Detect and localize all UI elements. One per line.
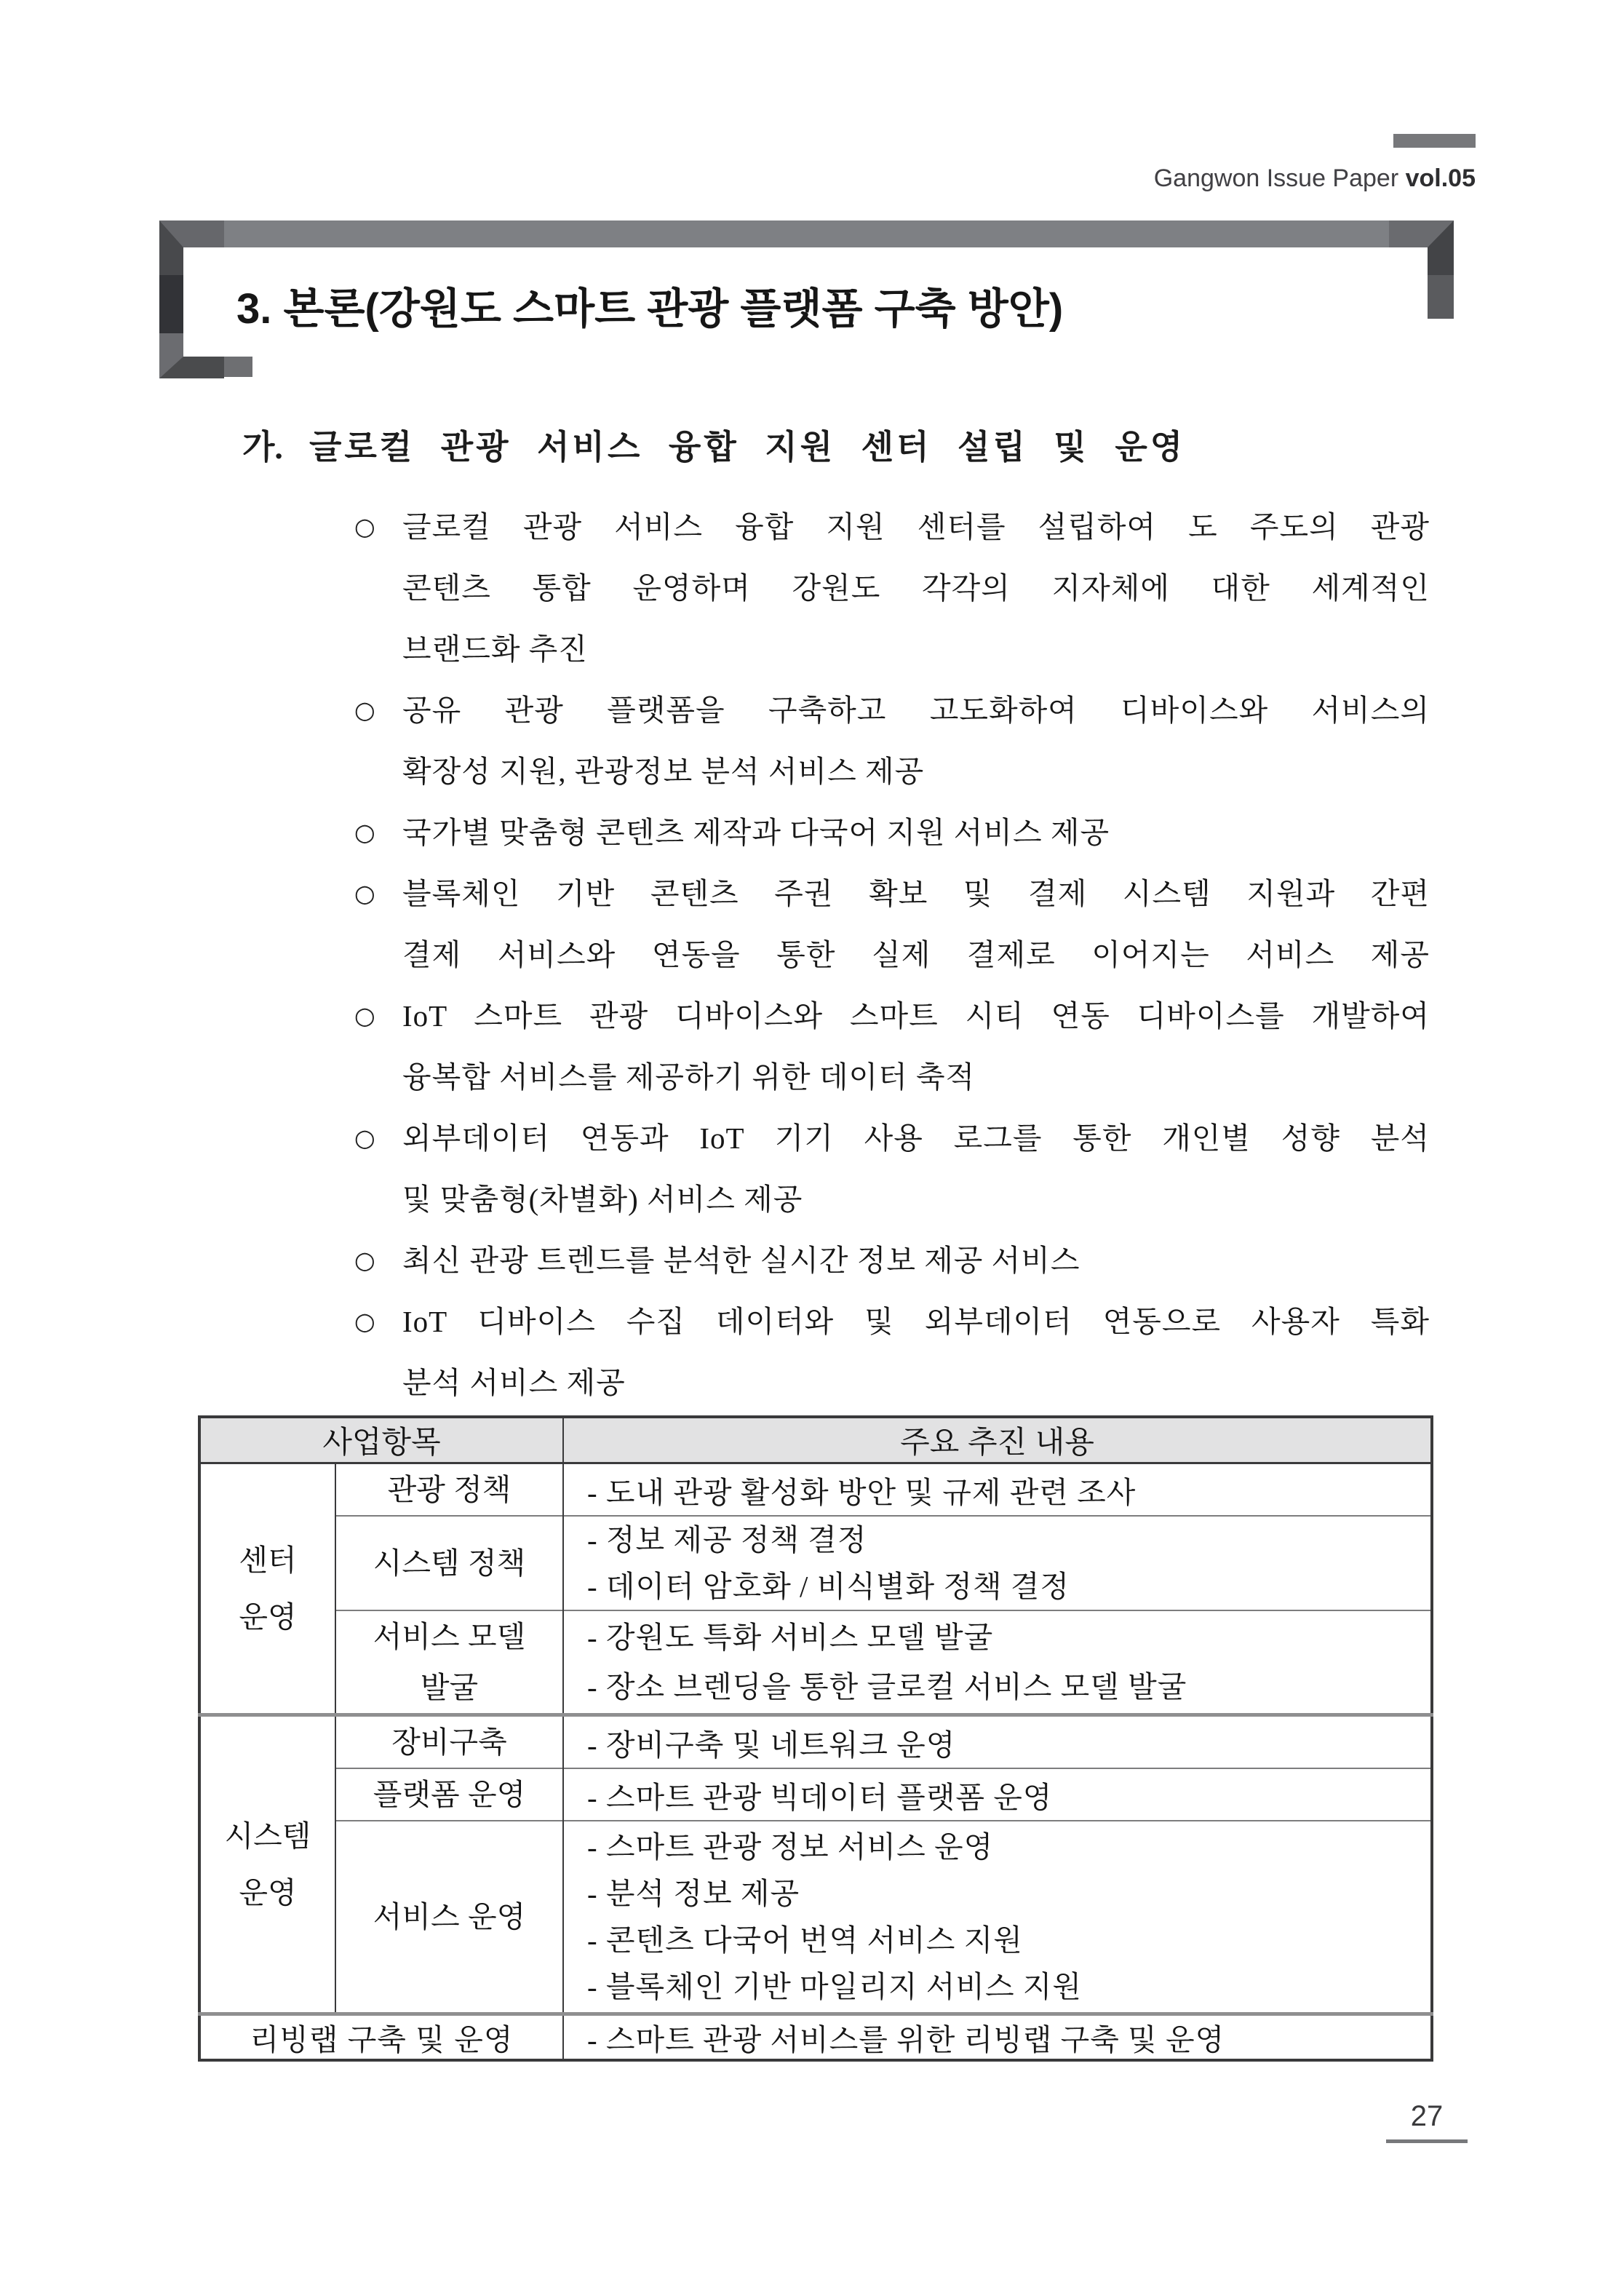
detail-cell: - 스마트 관광 정보 서비스 운영 - 분석 정보 제공 - 콘텐츠 다국어 번역 서비스 지원 - 블록체인 기반 마일리지 서비스 지원: [563, 1821, 1432, 2014]
running-header: [1019, 164, 1476, 193]
table-header-business: 사업항목: [199, 1417, 563, 1463]
detail-cell: - 스마트 관광 서비스를 위한 리빙랩 구축 및 운영: [563, 2014, 1432, 2060]
bullet-list: [354, 496, 1430, 1413]
circle-bullet-icon: ○: [354, 1124, 376, 1152]
group-cell-system-ops: 시스템 운영: [199, 1715, 335, 2014]
bullet-line: 확장성 지원, 관광정보 분석 서비스 제공: [402, 755, 925, 788]
business-table: [198, 1415, 1430, 2062]
circle-bullet-icon: ○: [354, 1001, 376, 1030]
bullet-line: ○ 국가별 맞춤형 콘텐츠 제작과 다국어 지원 서비스 제공: [402, 802, 1430, 863]
banner-right-column-segment-1: [1428, 247, 1454, 275]
page-number: 27: [1410, 2100, 1444, 2132]
banner-left-column-segment-2: [159, 275, 183, 333]
bullet-line: ○ IoT 디바이스 수집 데이터와 및 외부데이터 연동으로 사용자 특화: [402, 1291, 1430, 1352]
circle-bullet-icon: ○: [354, 696, 376, 724]
banner-top-bar: [224, 220, 1389, 247]
table-row: [199, 1821, 1432, 2014]
item-cell: 장비구축: [335, 1715, 563, 1769]
circle-bullet-icon: ○: [354, 512, 376, 541]
item-cell: 서비스 모델 발굴: [335, 1610, 563, 1715]
table-row: [199, 1768, 1432, 1821]
header-accent-bar: [1393, 134, 1476, 148]
item-cell: 서비스 운영: [335, 1821, 563, 2014]
bullet-line: ○ 글로컬 관광 서비스 융합 지원 센터를 설립하여 도 주도의 관광: [402, 496, 1430, 557]
table-row: [199, 1610, 1432, 1715]
bullet-line: ○ 블록체인 기반 콘텐츠 주권 확보 및 결제 시스템 지원과 간편: [402, 863, 1430, 924]
table-row: [199, 1463, 1432, 1517]
circle-bullet-icon: ○: [354, 818, 376, 846]
item-cell: 관광 정책: [335, 1463, 563, 1517]
bullet-line: 결제 서비스와 연동을 통한 실제 결제로 이어지는 서비스 제공: [402, 938, 1430, 971]
bullet-line: 및 맞춤형(차별화) 서비스 제공: [402, 1183, 803, 1216]
chapter-title: 3. 본론(강원도 스마트 관광 플랫폼 구축 방안): [236, 285, 1064, 333]
table-header-content: 주요 추진 내용: [563, 1417, 1432, 1463]
banner-left-foot-extension: [224, 357, 252, 377]
title-banner: [159, 220, 1454, 381]
bullet-line: 분석 서비스 제공: [402, 1366, 626, 1399]
bullet-line: ○ 공유 관광 플랫폼을 구축하고 고도화하여 디바이스와 서비스의: [402, 680, 1430, 741]
volume-text: vol.05: [1405, 164, 1476, 192]
banner-left-column-segment-1: [159, 247, 183, 275]
table-row: [199, 2014, 1432, 2060]
table-row: [199, 1516, 1432, 1610]
circle-bullet-icon: ○: [354, 1307, 376, 1335]
bullet-line: ○ IoT 스마트 관광 디바이스와 스마트 시티 연동 디바이스를 개발하여: [402, 985, 1430, 1046]
item-cell: 시스템 정책: [335, 1516, 563, 1610]
section-title: 글로컬 관광 서비스 융합 지원 센터 설립 및 운영: [309, 429, 1186, 466]
circle-bullet-icon: ○: [354, 879, 376, 907]
detail-cell: - 도내 관광 활성화 방안 및 규제 관련 조사: [587, 1475, 1137, 1509]
item-cell: 플랫폼 운영: [335, 1768, 563, 1821]
bullet-line: ○ 최신 관광 트렌드를 분석한 실시간 정보 제공 서비스: [402, 1230, 1430, 1291]
bullet-line: 브랜드화 추진: [402, 632, 588, 666]
section-label: 가.: [242, 429, 283, 466]
detail-cell: - 장비구축 및 네트워크 운영: [563, 1715, 1432, 1769]
footer-rule: [1386, 2139, 1468, 2143]
detail-cell: - 강원도 특화 서비스 모델 발굴 - 장소 브렌딩을 통한 글로컬 서비스 모델 발굴: [563, 1610, 1432, 1715]
detail-cell: - 스마트 관광 빅데이터 플랫폼 운영: [563, 1768, 1432, 1821]
bullet-line: 융복합 서비스를 제공하기 위한 데이터 축적: [402, 1060, 976, 1094]
bullet-line: 콘텐츠 통합 운영하며 강원도 각각의 지자체에 대한 세계적인: [402, 571, 1430, 605]
section-heading: [242, 421, 1436, 469]
brand-text: Gangwon Issue Paper: [1153, 164, 1399, 192]
banner-right-column-segment-2: [1428, 275, 1454, 319]
circle-bullet-icon: ○: [354, 1246, 376, 1274]
detail-cell: - 정보 제공 정책 결정 - 데이터 암호화 / 비식별화 정책 결정: [563, 1516, 1432, 1610]
bullet-line: ○ 외부데이터 연동과 IoT 기기 사용 로그를 통한 개인별 성향 분석: [402, 1108, 1430, 1169]
table-row: [199, 1715, 1432, 1769]
table-header-row: [199, 1417, 1432, 1463]
group-cell-center-ops: 센터 운영: [199, 1463, 335, 1715]
group-cell-living-lab: 리빙랩 구축 및 운영: [199, 2014, 563, 2060]
